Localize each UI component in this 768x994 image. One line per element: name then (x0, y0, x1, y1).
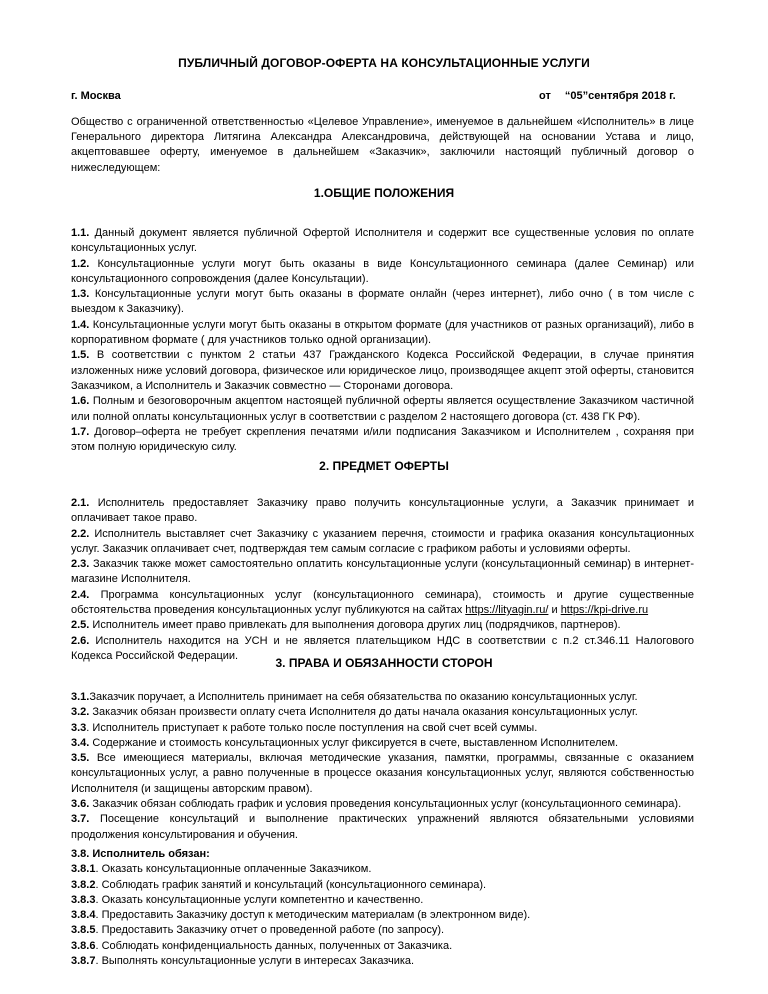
section-title-general: 1.ОБЩИЕ ПОЛОЖЕНИЯ (313, 186, 455, 200)
obligation-number: 3.8.4 (71, 909, 96, 922)
obligation-text: . Соблюдать конфиденциальность данных, полученных от Заказчика. (95, 939, 453, 952)
clause (71, 751, 694, 797)
clause-text: Данный документ является публичной Офертой Исполнителя и содержит все существенные условия по оплате консультационных услуг. (71, 227, 694, 255)
clause (71, 618, 694, 633)
document-title: ПУБЛИЧНЫЙ ДОГОВОР-ОФЕРТА НА КОНСУЛЬТАЦИОННЫЕ УСЛУГИ (178, 56, 590, 70)
clause (71, 705, 694, 720)
clause-number: 3.3 (71, 721, 87, 734)
clause-text: Исполнитель находится на УСН и не является плательщиком НДС в соответствии с п.2 ст.346.11 Налогового Кодекса Российской Федерации. (71, 634, 694, 662)
obligation-number: 3.8.3 (71, 893, 96, 906)
clause-text: Исполнитель имеет право привлекать для выполнения договора других лиц (подрядчиков, партнеров). (89, 619, 621, 632)
clause-text: Полным и безоговорочным акцептом настоящей публичной оферты является осуществление Заказчиком частичной или полной оплаты консультационных услуг в соответствии с разделом 2 настоящего договора (ст. 438 ГК РФ). (71, 395, 694, 423)
obligation-item (71, 893, 694, 908)
clause (71, 736, 694, 751)
clause-number: 3.5. (71, 752, 90, 765)
city: г. Москва (71, 90, 121, 102)
section-rights-items (71, 690, 694, 843)
clause (71, 721, 694, 736)
obligation-text: . Предоставить Заказчику доступ к методическим материалам (в электронном виде). (95, 909, 531, 922)
subsection-title: 3.8. Исполнитель обязан: (71, 848, 210, 860)
link-lityagin[interactable]: https://lityagin.ru/ (465, 604, 549, 617)
obligation-text: . Выполнять консультационные услуги в интересах Заказчика. (95, 955, 415, 968)
obligation-text: . Оказать консультационные оплаченные Заказчиком. (95, 863, 372, 876)
clause (71, 812, 694, 843)
clause-text: Содержание и стоимость консультационных услуг фиксируется в счете, выставленном Исполнителем. (89, 736, 619, 749)
clause-number: 2.5. (71, 619, 90, 632)
date-prefix: от (539, 90, 551, 102)
clause (71, 425, 694, 456)
obligation-item (71, 939, 694, 954)
clause (71, 257, 694, 288)
obligation-number: 3.8.6 (71, 939, 96, 952)
clause-text: Программа консультационных услуг (консультационного семинара), стоимость и другие существенные обстоятельства проведения консультационных услуг публикуются на сайтах (71, 588, 694, 617)
clause-number: 2.2. (71, 527, 90, 540)
clause-number: 2.4. (71, 588, 90, 601)
intro-paragraph: Общество с ограниченной ответственностью «Целевое Управление», именуемое в дальнейшем «Исполнитель» в лице Генерального директора Литягина Александра Александровича, действующей на основании Устава и лицо, акцептовавшее оферту, именуемое в дальнейшем «Заказчик», заключили настоящий публичный договор о нижеследующем: (71, 116, 694, 174)
clause-number: 1.3. (71, 288, 90, 301)
clause-text: . Исполнитель приступает к работе только после поступления на свой счет всей суммы. (86, 721, 538, 734)
clause-number: 3.4. (71, 736, 90, 749)
link-separator: и (548, 604, 561, 617)
obligation-number: 3.8.7 (71, 955, 96, 968)
obligation-item (71, 878, 694, 893)
clause (71, 287, 694, 318)
clause-text: Заказчик также может самостоятельно оплатить консультационные услуги (консультационный семинар) в интернет-магазине Исполнителя. (71, 558, 694, 586)
clause (71, 348, 694, 394)
obligation-text: . Соблюдать график занятий и консультаций (консультационного семинара). (95, 878, 487, 891)
clause-text: Все имеющиеся материалы, включая методические указания, памятки, программы, связанные с оказанием консультационных услуг, а равно полученные в процессе оказания консультационных услуг, являются собственностью Исполнителя (и защищены авторским правом). (71, 752, 694, 795)
clause-number: 3.1. (71, 691, 90, 703)
section-subject-items (71, 496, 694, 664)
obligation-number: 3.8.1 (71, 863, 96, 876)
clause-text: Консультационные услуги могут быть оказаны в формате онлайн (через интернет), либо очно ( в том числе с выездом к Заказчику). (71, 288, 694, 316)
obligation-item (71, 954, 694, 969)
clause-number: 3.2. (71, 706, 90, 719)
clause-text: Заказчик обязан произвести оплату счета Исполнителя до даты начала оказания консультационных услуг. (89, 706, 638, 719)
clause (71, 690, 694, 705)
clause-text: Консультационные услуги могут быть оказаны в виде Консультационного семинара (далее Семинар) или консультационного сопровождения (далее Консультации). (71, 257, 694, 285)
subsection-executor-obligations (71, 847, 694, 969)
obligation-number: 3.8.5 (71, 924, 96, 937)
clause-text: Заказчик поручает, а Исполнитель принимает на себя обязательства по оказанию консультационных услуг. (89, 691, 638, 703)
clause (71, 318, 694, 349)
clause-number: 1.5. (71, 349, 90, 362)
clause-number: 2.1. (71, 497, 90, 509)
clause-number: 1.1. (71, 227, 90, 239)
clause (71, 557, 694, 588)
clause-text: Консультационные услуги могут быть оказаны в открытом формате (для участников от разных организаций), либо в корпоративном формате ( для участников только одной организации). (71, 318, 694, 347)
date-value: “05”сентября 2018 г. (564, 90, 676, 102)
clause-number: 2.3. (71, 558, 90, 571)
clause-text: Заказчик обязан соблюдать график и условия проведения консультационных услуг (консультационного семинара). (89, 798, 682, 811)
clause-number: 1.2. (71, 257, 90, 270)
obligation-text: . Предоставить Заказчику отчет о проведенной работе (по запросу). (95, 924, 445, 937)
link-kpi-drive[interactable]: https://kpi-drive.ru (560, 604, 649, 617)
section-general-items (71, 226, 694, 455)
obligation-item (71, 862, 694, 877)
clause-text: Посещение консультаций и выполнение практических упражнений являются обязательными условиями продолжения консультирования и обучения. (71, 813, 694, 841)
clause-number: 1.7. (71, 425, 90, 438)
clause (71, 226, 694, 257)
clause (71, 588, 694, 619)
contract-date (539, 90, 676, 102)
obligation-item (71, 908, 694, 923)
clause (71, 394, 694, 425)
clause-text: В соответствии с пунктом 2 статьи 437 Гражданского Кодекса Российской Федерации, в случае принятия изложенных ниже условий договора, физическое или юридическое лицо, производящее акцепт этой оферты, становится Заказчиком, а Исполнитель и Заказчик совместно — Сторонами договора. (71, 349, 694, 392)
clause-text: Договор–оферта не требует скрепления печатями и/или подписания Заказчиком и Исполнителем , сохраняя при этом полную юридическую силу. (71, 425, 694, 454)
clause-number: 2.6. (71, 634, 90, 647)
clause-number: 1.6. (71, 395, 90, 408)
clause-text: Исполнитель выставляет счет Заказчику с указанием перечня, стоимости и графика оказания консультационных услуг. Заказчик оплачивает счет, подтверждая тем самым согласие с графиком работы и условиями оферты. (71, 527, 694, 555)
clause (71, 527, 694, 558)
obligation-item (71, 923, 694, 938)
obligation-text: . Оказать консультационные услуги компетентно и качественно. (95, 893, 424, 906)
clause-number: 1.4. (71, 318, 90, 331)
section-title-rights: 3. ПРАВА И ОБЯЗАННОСТИ СТОРОН (275, 656, 493, 670)
clause (71, 496, 694, 527)
clause-text: Исполнитель предоставляет Заказчику право получить консультационные услуги, а Заказчик принимает и оплачивает такое право. (71, 497, 694, 525)
section-title-subject: 2. ПРЕДМЕТ ОФЕРТЫ (319, 459, 449, 473)
clause-number: 3.6. (71, 798, 90, 811)
clause (71, 797, 694, 812)
clause-number: 3.7. (71, 813, 90, 826)
obligation-number: 3.8.2 (71, 878, 96, 891)
